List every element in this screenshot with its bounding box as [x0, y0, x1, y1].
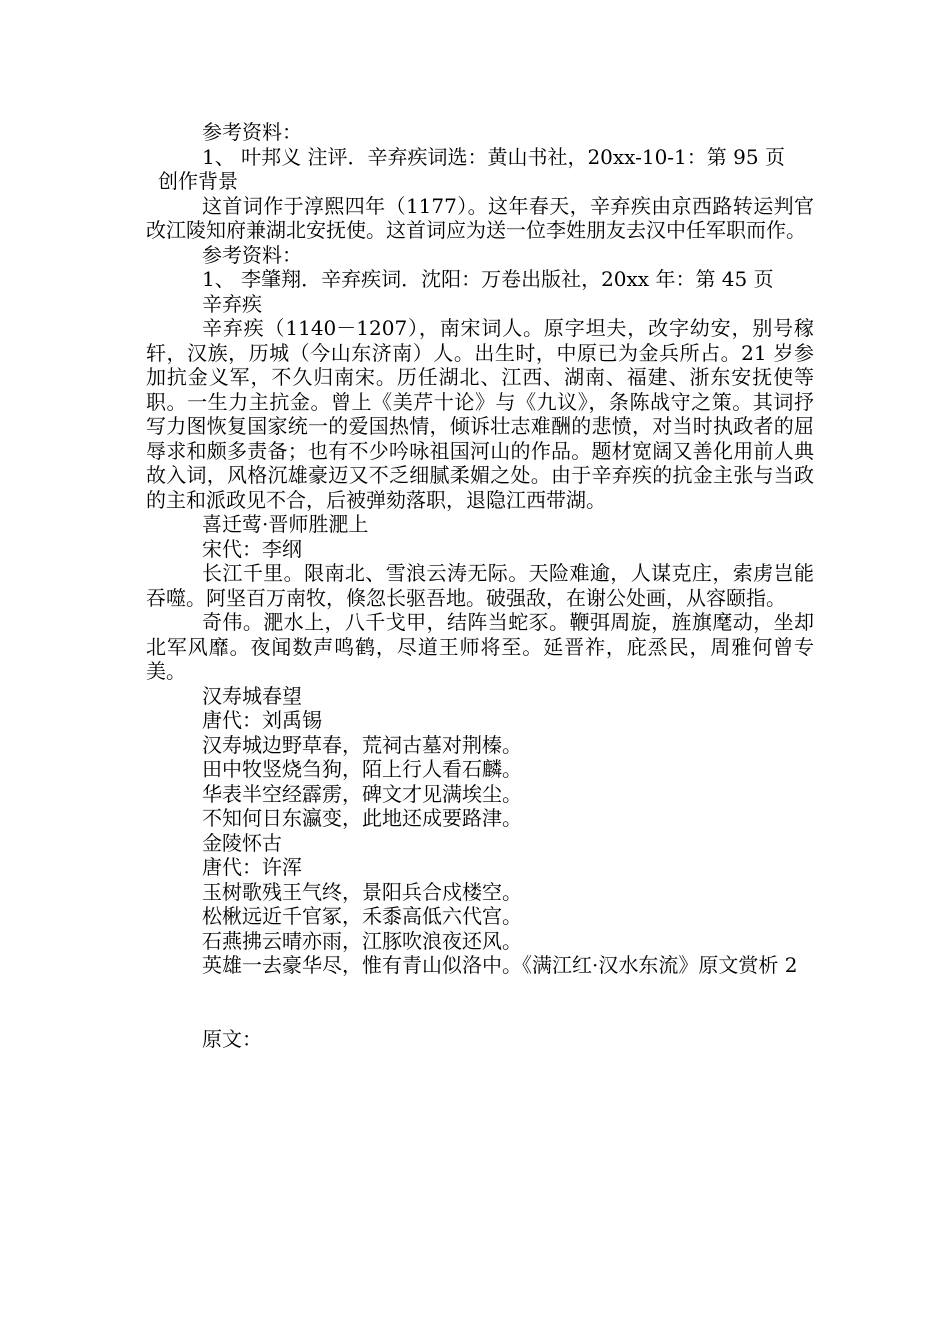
poem-line: 松楸远近千官冢，禾黍高低六代宫。	[202, 904, 522, 928]
poem-line: 玉树歌残王气终，景阳兵合戍楼空。	[202, 879, 522, 904]
poem-author: 唐代：许浑	[202, 855, 302, 879]
poem-title: 汉寿城春望	[202, 683, 302, 708]
poem-line: 田中牧竖烧刍狗，陌上行人看石麟。	[202, 757, 522, 781]
author-heading: 辛弃疾	[202, 291, 262, 316]
spacer	[146, 978, 814, 1027]
poem-line: 不知何日东瀛变，此地还成要路津。	[202, 806, 522, 830]
poem-stanza: 长江千里。限南北、雪浪云涛无际。天险难逾，人谋克庄，索虏岂能吞噬。阿坚百万南牧，倏忽长驱吾地。破强敌，在谢公处画，从容颐指。	[146, 561, 814, 610]
poem-author: 宋代：李纲	[202, 536, 302, 561]
poem-stanza: 奇伟。淝水上，八千戈甲，结阵当蛇豕。鞭弭周旋，旌旗麾动，坐却北军风靡。夜闻数声鸣鹤，尽道王师将至。延晋祚，庇烝民，周雅何曾专美。	[146, 610, 814, 683]
background-paragraph: 这首词作于淳熙四年（1177）。这年春天，辛弃疾由京西路转运判官改江陵知府兼湖北安抚使。这首词应为送一位李姓朋友去汉中任军职而作。	[146, 193, 814, 242]
section-heading: 创作背景	[158, 169, 238, 193]
poem-line: 华表半空经霹雳，碑文才见满埃尘。	[202, 781, 522, 806]
original-text-label: 原文：	[202, 1026, 262, 1051]
poem-author: 唐代：刘禹锡	[202, 708, 322, 732]
document-body	[146, 120, 814, 1051]
reference-header: 参考资料：	[202, 120, 302, 144]
author-bio-paragraph: 辛弃疾（1140－1207），南宋词人。原字坦夫，改字幼安，别号稼轩，汉族，历城（今山东济南）人。出生时，中原已为金兵所占。21 岁参加抗金义军，不久归南宋。历任湖北、江西、湖南、福建、浙东安抚使等职。一生力主抗金。曾上《美芹十论》与《九议》，条陈战守之策。其词抒写力图恢复国家统一的爱国热情，倾诉壮志难酬的悲愤，对当时执政者的屈辱求和颇多责备；也有不少吟咏祖国河山的作品。题材宽阔又善化用前人典故入词，风格沉雄豪迈又不乏细腻柔媚之处。由于辛弃疾的抗金主张与当政的主和派政见不合，后被弹劾落职，退隐江西带湖。	[146, 316, 814, 512]
reference-item: 1、 李肇翔．辛弃疾词．沈阳：万卷出版社，20xx 年：第 45 页	[202, 267, 774, 291]
poem-line: 英雄一去豪华尽，惟有青山似洛中。《满江红·汉水东流》原文赏析 2	[202, 953, 798, 977]
reference-header: 参考资料：	[202, 242, 302, 267]
poem-line: 汉寿城边野草春，荒祠古墓对荆榛。	[202, 732, 522, 757]
poem-title: 喜迁莺·晋师胜淝上	[202, 512, 369, 536]
reference-item: 1、 叶邦义 注评．辛弃疾词选：黄山书社，20xx-10-1：第 95 页	[202, 144, 785, 169]
poem-line: 石燕拂云晴亦雨，江豚吹浪夜还风。	[202, 928, 522, 953]
poem-title: 金陵怀古	[202, 830, 282, 855]
